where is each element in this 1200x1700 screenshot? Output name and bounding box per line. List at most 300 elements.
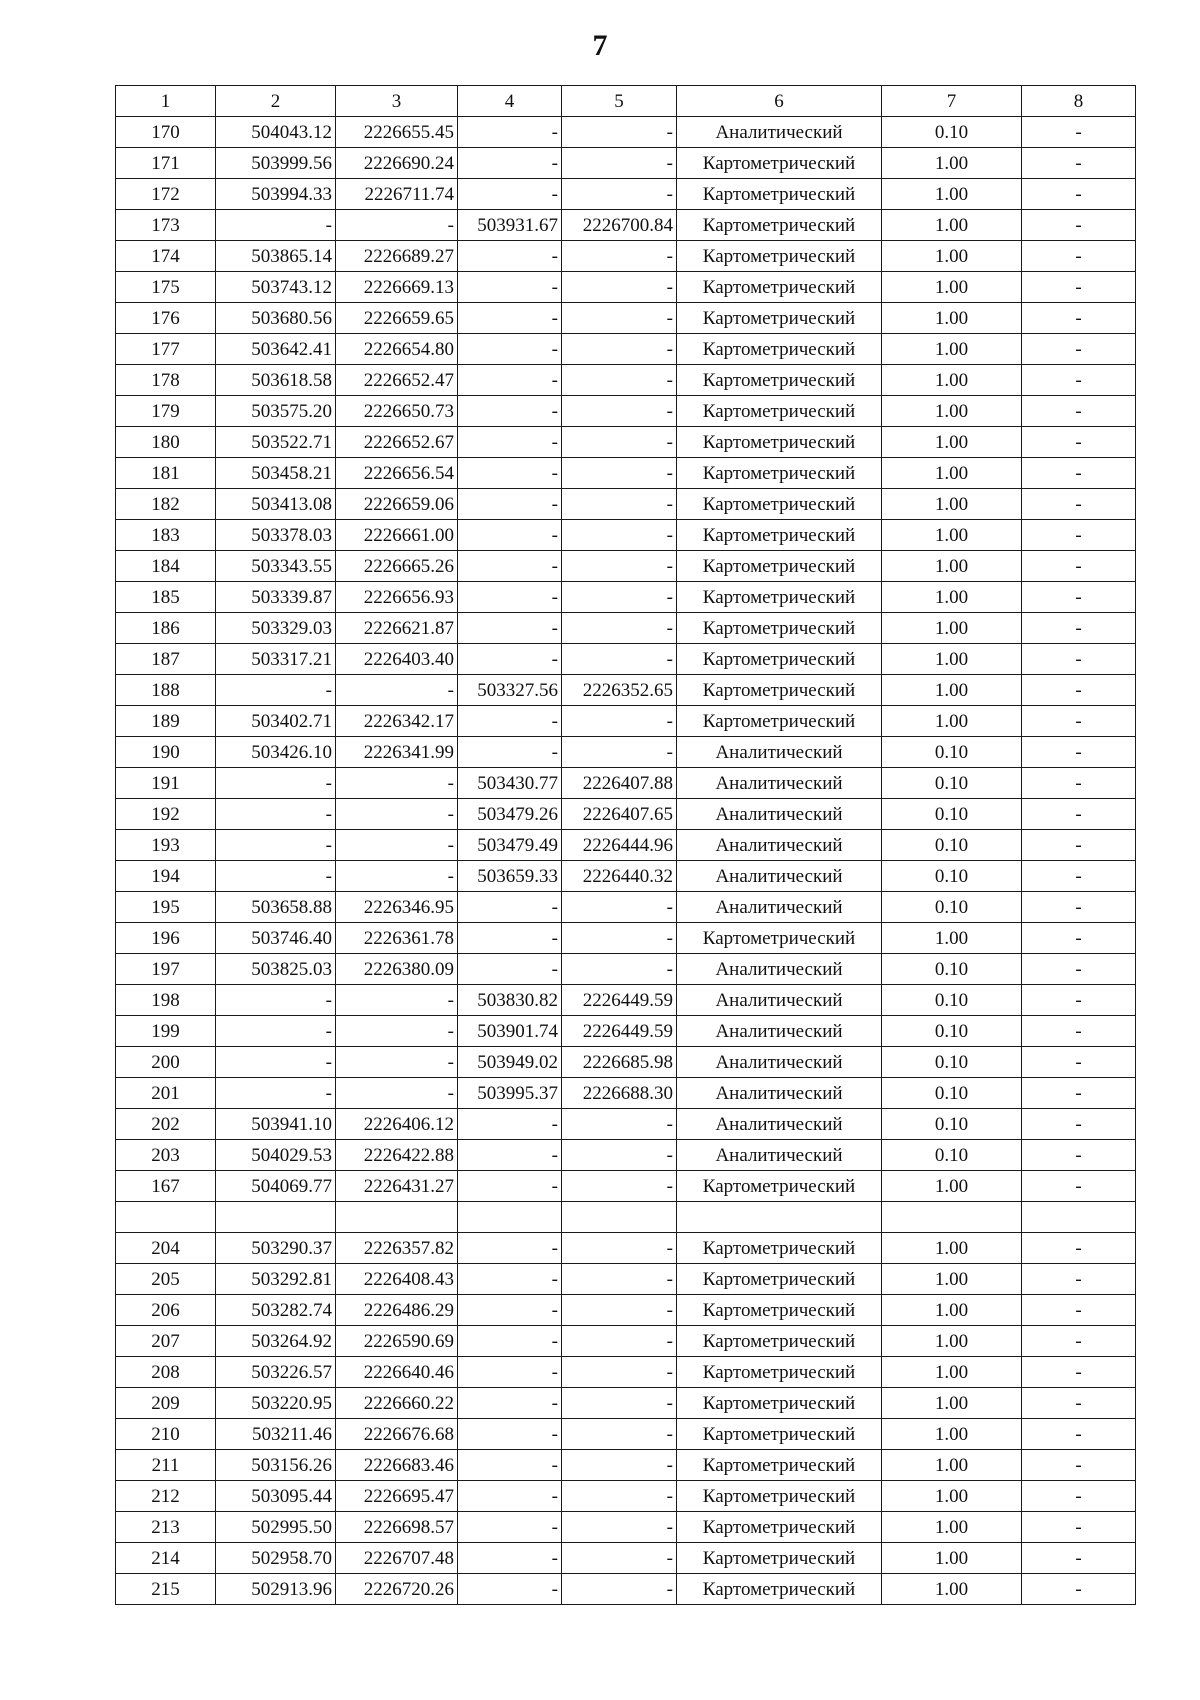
y-new-cell: - [562, 334, 677, 365]
method-cell: Картометрический [677, 923, 882, 954]
table-row [116, 1326, 1136, 1357]
method-cell: Картометрический [677, 241, 882, 272]
y-coordinate-cell: - [336, 768, 458, 799]
point-number-cell: 212 [116, 1481, 216, 1512]
x-coordinate-cell: 503743.12 [216, 272, 336, 303]
col-header-7: 7 [882, 86, 1022, 117]
note-cell: - [1022, 768, 1136, 799]
note-cell: - [1022, 1574, 1136, 1605]
x-new-cell: - [458, 241, 562, 272]
note-cell: - [1022, 985, 1136, 1016]
x-new-cell: - [458, 1264, 562, 1295]
x-new-cell: - [458, 272, 562, 303]
x-coordinate-cell: - [216, 830, 336, 861]
x-new-cell: - [458, 1388, 562, 1419]
accuracy-cell: 1.00 [882, 1357, 1022, 1388]
method-cell: Картометрический [677, 1295, 882, 1326]
table-row [116, 1357, 1136, 1388]
x-coordinate-cell: 503211.46 [216, 1419, 336, 1450]
y-new-cell: 2226407.65 [562, 799, 677, 830]
point-number-cell: 191 [116, 768, 216, 799]
point-number-cell: 202 [116, 1109, 216, 1140]
x-coordinate-cell: 503642.41 [216, 334, 336, 365]
method-cell: Картометрический [677, 210, 882, 241]
method-cell: Картометрический [677, 427, 882, 458]
method-cell: Картометрический [677, 675, 882, 706]
point-number-cell: 210 [116, 1419, 216, 1450]
point-number-cell: 200 [116, 1047, 216, 1078]
method-cell: Аналитический [677, 117, 882, 148]
method-cell: Картометрический [677, 272, 882, 303]
x-new-cell: - [458, 427, 562, 458]
table-row [116, 1233, 1136, 1264]
x-coordinate-cell: 503329.03 [216, 613, 336, 644]
y-new-cell: - [562, 892, 677, 923]
method-cell: Аналитический [677, 830, 882, 861]
note-cell: - [1022, 458, 1136, 489]
y-new-cell: 2226685.98 [562, 1047, 677, 1078]
table-row [116, 303, 1136, 334]
x-new-cell: 503830.82 [458, 985, 562, 1016]
table-row [116, 1202, 1136, 1233]
table-row [116, 520, 1136, 551]
table-row [116, 396, 1136, 427]
y-new-cell: - [562, 1140, 677, 1171]
header-row [116, 86, 1136, 117]
point-number-cell: 187 [116, 644, 216, 675]
y-coordinate-cell: - [336, 830, 458, 861]
y-new-cell: - [562, 272, 677, 303]
col-header-2: 2 [216, 86, 336, 117]
note-cell: - [1022, 954, 1136, 985]
x-new-cell: - [458, 1109, 562, 1140]
accuracy-cell: 1.00 [882, 1233, 1022, 1264]
y-coordinate-cell: 2226621.87 [336, 613, 458, 644]
y-coordinate-cell: - [336, 1016, 458, 1047]
x-coordinate-cell: 503402.71 [216, 706, 336, 737]
note-cell: - [1022, 210, 1136, 241]
note-cell: - [1022, 1078, 1136, 1109]
accuracy-cell: 0.10 [882, 1047, 1022, 1078]
accuracy-cell: 1.00 [882, 1574, 1022, 1605]
y-coordinate-cell: - [336, 675, 458, 706]
note-cell: - [1022, 737, 1136, 768]
note-cell: - [1022, 861, 1136, 892]
point-number-cell: 193 [116, 830, 216, 861]
point-number-cell: 179 [116, 396, 216, 427]
y-new-cell: - [562, 489, 677, 520]
x-coordinate-cell: 503282.74 [216, 1295, 336, 1326]
note-cell: - [1022, 1450, 1136, 1481]
x-coordinate-cell: 503458.21 [216, 458, 336, 489]
y-coordinate-cell: 2226689.27 [336, 241, 458, 272]
y-new-cell: 2226440.32 [562, 861, 677, 892]
x-coordinate-cell: - [216, 799, 336, 830]
table-row [116, 830, 1136, 861]
point-number-cell: 173 [116, 210, 216, 241]
table-row [116, 644, 1136, 675]
point-number-cell: 185 [116, 582, 216, 613]
y-coordinate-cell: 2226422.88 [336, 1140, 458, 1171]
x-coordinate-cell: 503941.10 [216, 1109, 336, 1140]
method-cell: Аналитический [677, 768, 882, 799]
method-cell: Картометрический [677, 1388, 882, 1419]
accuracy-cell: 1.00 [882, 1171, 1022, 1202]
method-cell: Аналитический [677, 892, 882, 923]
accuracy-cell: 1.00 [882, 582, 1022, 613]
point-number-cell: 180 [116, 427, 216, 458]
y-new-cell: 2226352.65 [562, 675, 677, 706]
y-new-cell: - [562, 303, 677, 334]
x-coordinate-cell: 503575.20 [216, 396, 336, 427]
x-coordinate-cell: - [216, 985, 336, 1016]
y-new-cell: - [562, 427, 677, 458]
point-number-cell: 192 [116, 799, 216, 830]
table-row [116, 179, 1136, 210]
y-coordinate-cell: - [336, 799, 458, 830]
accuracy-cell: 0.10 [882, 954, 1022, 985]
x-coordinate-cell: 503658.88 [216, 892, 336, 923]
table-row [116, 1481, 1136, 1512]
method-cell: Картометрический [677, 1481, 882, 1512]
point-number-cell: 215 [116, 1574, 216, 1605]
accuracy-cell: 1.00 [882, 458, 1022, 489]
point-number-cell: 205 [116, 1264, 216, 1295]
point-number-cell: 182 [116, 489, 216, 520]
point-number-cell: 206 [116, 1295, 216, 1326]
y-new-cell: - [562, 1574, 677, 1605]
accuracy-cell: 0.10 [882, 768, 1022, 799]
x-coordinate-cell: 503378.03 [216, 520, 336, 551]
y-coordinate-cell: 2226669.13 [336, 272, 458, 303]
method-cell: Картометрический [677, 1512, 882, 1543]
y-new-cell: - [562, 396, 677, 427]
table-row [116, 427, 1136, 458]
note-cell: - [1022, 644, 1136, 675]
x-new-cell: - [458, 1450, 562, 1481]
x-new-cell: - [458, 737, 562, 768]
note-cell: - [1022, 1543, 1136, 1574]
y-new-cell: - [562, 1264, 677, 1295]
y-new-cell: - [562, 241, 677, 272]
point-number-cell: 186 [116, 613, 216, 644]
col-header-1: 1 [116, 86, 216, 117]
x-coordinate-cell: 503343.55 [216, 551, 336, 582]
x-new-cell: 503327.56 [458, 675, 562, 706]
x-coordinate-cell: 503339.87 [216, 582, 336, 613]
x-new-cell: - [458, 1357, 562, 1388]
table-row [116, 272, 1136, 303]
accuracy-cell: 0.10 [882, 1016, 1022, 1047]
accuracy-cell: 1.00 [882, 613, 1022, 644]
point-number-cell: 197 [116, 954, 216, 985]
x-new-cell: 503995.37 [458, 1078, 562, 1109]
y-coordinate-cell: 2226661.00 [336, 520, 458, 551]
table-row [116, 706, 1136, 737]
x-new-cell: - [458, 303, 562, 334]
x-new-cell: - [458, 396, 562, 427]
x-coordinate-cell: 503522.71 [216, 427, 336, 458]
x-coordinate-cell: 503994.33 [216, 179, 336, 210]
point-number-cell: 198 [116, 985, 216, 1016]
x-new-cell: 503949.02 [458, 1047, 562, 1078]
x-new-cell: - [458, 334, 562, 365]
accuracy-cell: 0.10 [882, 830, 1022, 861]
x-coordinate-cell: - [216, 1078, 336, 1109]
accuracy-cell: 0.10 [882, 985, 1022, 1016]
x-new-cell: - [458, 148, 562, 179]
y-new-cell: - [562, 1388, 677, 1419]
point-number-cell: 213 [116, 1512, 216, 1543]
table-row [116, 582, 1136, 613]
note-cell: - [1022, 613, 1136, 644]
point-number-cell: 195 [116, 892, 216, 923]
y-coordinate-cell: 2226683.46 [336, 1450, 458, 1481]
note-cell: - [1022, 1109, 1136, 1140]
table-body [116, 117, 1136, 1605]
y-new-cell: - [562, 551, 677, 582]
x-new-cell: - [458, 520, 562, 551]
method-cell: Аналитический [677, 1047, 882, 1078]
table-row [116, 1543, 1136, 1574]
point-number-cell: 214 [116, 1543, 216, 1574]
accuracy-cell: 1.00 [882, 1326, 1022, 1357]
x-new-cell: - [458, 892, 562, 923]
accuracy-cell: 1.00 [882, 179, 1022, 210]
x-new-cell: - [458, 1512, 562, 1543]
note-cell: - [1022, 799, 1136, 830]
note-cell: - [1022, 1171, 1136, 1202]
x-new-cell: - [458, 1543, 562, 1574]
point-number-cell: 207 [116, 1326, 216, 1357]
table-row [116, 861, 1136, 892]
note-cell: - [1022, 582, 1136, 613]
table-row [116, 1016, 1136, 1047]
y-new-cell: - [562, 148, 677, 179]
method-cell: Картометрический [677, 303, 882, 334]
point-number-cell: 174 [116, 241, 216, 272]
method-cell: Картометрический [677, 458, 882, 489]
x-coordinate-cell: 502995.50 [216, 1512, 336, 1543]
y-new-cell: - [562, 179, 677, 210]
accuracy-cell: 1.00 [882, 303, 1022, 334]
note-cell: - [1022, 1481, 1136, 1512]
y-new-cell: - [562, 1481, 677, 1512]
accuracy-cell: 0.10 [882, 1140, 1022, 1171]
y-new-cell: 2226449.59 [562, 1016, 677, 1047]
point-number-cell: 194 [116, 861, 216, 892]
x-new-cell: 503479.26 [458, 799, 562, 830]
accuracy-cell: 0.10 [882, 799, 1022, 830]
y-new-cell: 2226444.96 [562, 830, 677, 861]
x-coordinate-cell: 503290.37 [216, 1233, 336, 1264]
table-row [116, 799, 1136, 830]
accuracy-cell: 0.10 [882, 737, 1022, 768]
accuracy-cell: 1.00 [882, 1295, 1022, 1326]
x-new-cell: - [458, 365, 562, 396]
col-header-4: 4 [458, 86, 562, 117]
x-new-cell: - [458, 582, 562, 613]
method-cell: Картометрический [677, 489, 882, 520]
y-new-cell: - [562, 520, 677, 551]
y-new-cell [562, 1202, 677, 1233]
accuracy-cell: 1.00 [882, 675, 1022, 706]
point-number-cell: 184 [116, 551, 216, 582]
table-row [116, 954, 1136, 985]
note-cell: - [1022, 1295, 1136, 1326]
method-cell: Аналитический [677, 737, 882, 768]
table-row [116, 1078, 1136, 1109]
method-cell: Картометрический [677, 613, 882, 644]
point-number-cell: 167 [116, 1171, 216, 1202]
method-cell: Картометрический [677, 644, 882, 675]
y-new-cell: - [562, 365, 677, 396]
table-row [116, 489, 1136, 520]
x-coordinate-cell: - [216, 210, 336, 241]
y-coordinate-cell: 2226590.69 [336, 1326, 458, 1357]
point-number-cell: 190 [116, 737, 216, 768]
x-coordinate-cell: 503999.56 [216, 148, 336, 179]
x-coordinate-cell: 503426.10 [216, 737, 336, 768]
method-cell: Картометрический [677, 396, 882, 427]
accuracy-cell: 1.00 [882, 241, 1022, 272]
note-cell: - [1022, 117, 1136, 148]
y-coordinate-cell: 2226695.47 [336, 1481, 458, 1512]
y-new-cell: 2226407.88 [562, 768, 677, 799]
note-cell: - [1022, 427, 1136, 458]
note-cell: - [1022, 1140, 1136, 1171]
x-coordinate-cell: - [216, 675, 336, 706]
point-number-cell: 189 [116, 706, 216, 737]
y-coordinate-cell: 2226655.45 [336, 117, 458, 148]
x-coordinate-cell [216, 1202, 336, 1233]
y-coordinate-cell: 2226656.93 [336, 582, 458, 613]
y-coordinate-cell: 2226707.48 [336, 1543, 458, 1574]
point-number-cell: 181 [116, 458, 216, 489]
accuracy-cell: 0.10 [882, 117, 1022, 148]
y-coordinate-cell: - [336, 210, 458, 241]
table-row [116, 1264, 1136, 1295]
method-cell: Картометрический [677, 1357, 882, 1388]
y-coordinate-cell: 2226690.24 [336, 148, 458, 179]
note-cell: - [1022, 1047, 1136, 1078]
table-row [116, 117, 1136, 148]
table-row [116, 1419, 1136, 1450]
col-header-5: 5 [562, 86, 677, 117]
note-cell: - [1022, 1326, 1136, 1357]
y-coordinate-cell: 2226380.09 [336, 954, 458, 985]
method-cell: Аналитический [677, 799, 882, 830]
x-new-cell: - [458, 1295, 562, 1326]
x-new-cell: - [458, 1233, 562, 1264]
method-cell: Аналитический [677, 861, 882, 892]
x-new-cell: - [458, 489, 562, 520]
x-new-cell: - [458, 1171, 562, 1202]
x-coordinate-cell: 503095.44 [216, 1481, 336, 1512]
accuracy-cell: 1.00 [882, 1388, 1022, 1419]
point-number-cell: 178 [116, 365, 216, 396]
table-row [116, 985, 1136, 1016]
y-coordinate-cell: 2226711.74 [336, 179, 458, 210]
point-number-cell: 183 [116, 520, 216, 551]
y-coordinate-cell: 2226652.67 [336, 427, 458, 458]
y-coordinate-cell: 2226650.73 [336, 396, 458, 427]
x-coordinate-cell: 503264.92 [216, 1326, 336, 1357]
y-new-cell: - [562, 1419, 677, 1450]
x-coordinate-cell: 503292.81 [216, 1264, 336, 1295]
table-row [116, 1512, 1136, 1543]
y-coordinate-cell: 2226660.22 [336, 1388, 458, 1419]
x-coordinate-cell: 503746.40 [216, 923, 336, 954]
y-coordinate-cell: 2226654.80 [336, 334, 458, 365]
x-new-cell: - [458, 644, 562, 675]
method-cell: Картометрический [677, 706, 882, 737]
x-new-cell: 503901.74 [458, 1016, 562, 1047]
x-coordinate-cell: 502913.96 [216, 1574, 336, 1605]
x-coordinate-cell: 504069.77 [216, 1171, 336, 1202]
y-coordinate-cell [336, 1202, 458, 1233]
accuracy-cell: 1.00 [882, 365, 1022, 396]
method-cell: Аналитический [677, 1109, 882, 1140]
note-cell: - [1022, 675, 1136, 706]
point-number-cell: 171 [116, 148, 216, 179]
note-cell: - [1022, 1233, 1136, 1264]
accuracy-cell: 1.00 [882, 427, 1022, 458]
y-new-cell: - [562, 582, 677, 613]
y-coordinate-cell: 2226406.12 [336, 1109, 458, 1140]
x-new-cell: 503931.67 [458, 210, 562, 241]
method-cell: Картометрический [677, 1574, 882, 1605]
x-new-cell: 503430.77 [458, 768, 562, 799]
point-number-cell [116, 1202, 216, 1233]
point-number-cell: 196 [116, 923, 216, 954]
table-row [116, 675, 1136, 706]
method-cell: Картометрический [677, 551, 882, 582]
method-cell: Картометрический [677, 1419, 882, 1450]
table-row [116, 923, 1136, 954]
note-cell: - [1022, 303, 1136, 334]
note-cell: - [1022, 241, 1136, 272]
x-new-cell: - [458, 1419, 562, 1450]
point-number-cell: 209 [116, 1388, 216, 1419]
table-row [116, 892, 1136, 923]
y-new-cell: - [562, 1233, 677, 1264]
point-number-cell: 176 [116, 303, 216, 334]
table-row [116, 1140, 1136, 1171]
point-number-cell: 203 [116, 1140, 216, 1171]
note-cell: - [1022, 830, 1136, 861]
point-number-cell: 201 [116, 1078, 216, 1109]
x-coordinate-cell: 503156.26 [216, 1450, 336, 1481]
y-coordinate-cell: 2226676.68 [336, 1419, 458, 1450]
note-cell: - [1022, 1388, 1136, 1419]
y-coordinate-cell: 2226652.47 [336, 365, 458, 396]
point-number-cell: 172 [116, 179, 216, 210]
table-row [116, 1450, 1136, 1481]
point-number-cell: 199 [116, 1016, 216, 1047]
method-cell: Картометрический [677, 520, 882, 551]
y-coordinate-cell: 2226720.26 [336, 1574, 458, 1605]
point-number-cell: 208 [116, 1357, 216, 1388]
note-cell [1022, 1202, 1136, 1233]
note-cell: - [1022, 892, 1136, 923]
y-new-cell: - [562, 1450, 677, 1481]
table-row [116, 1574, 1136, 1605]
y-new-cell: 2226700.84 [562, 210, 677, 241]
method-cell: Картометрический [677, 1326, 882, 1357]
accuracy-cell: 1.00 [882, 489, 1022, 520]
accuracy-cell: 1.00 [882, 1543, 1022, 1574]
